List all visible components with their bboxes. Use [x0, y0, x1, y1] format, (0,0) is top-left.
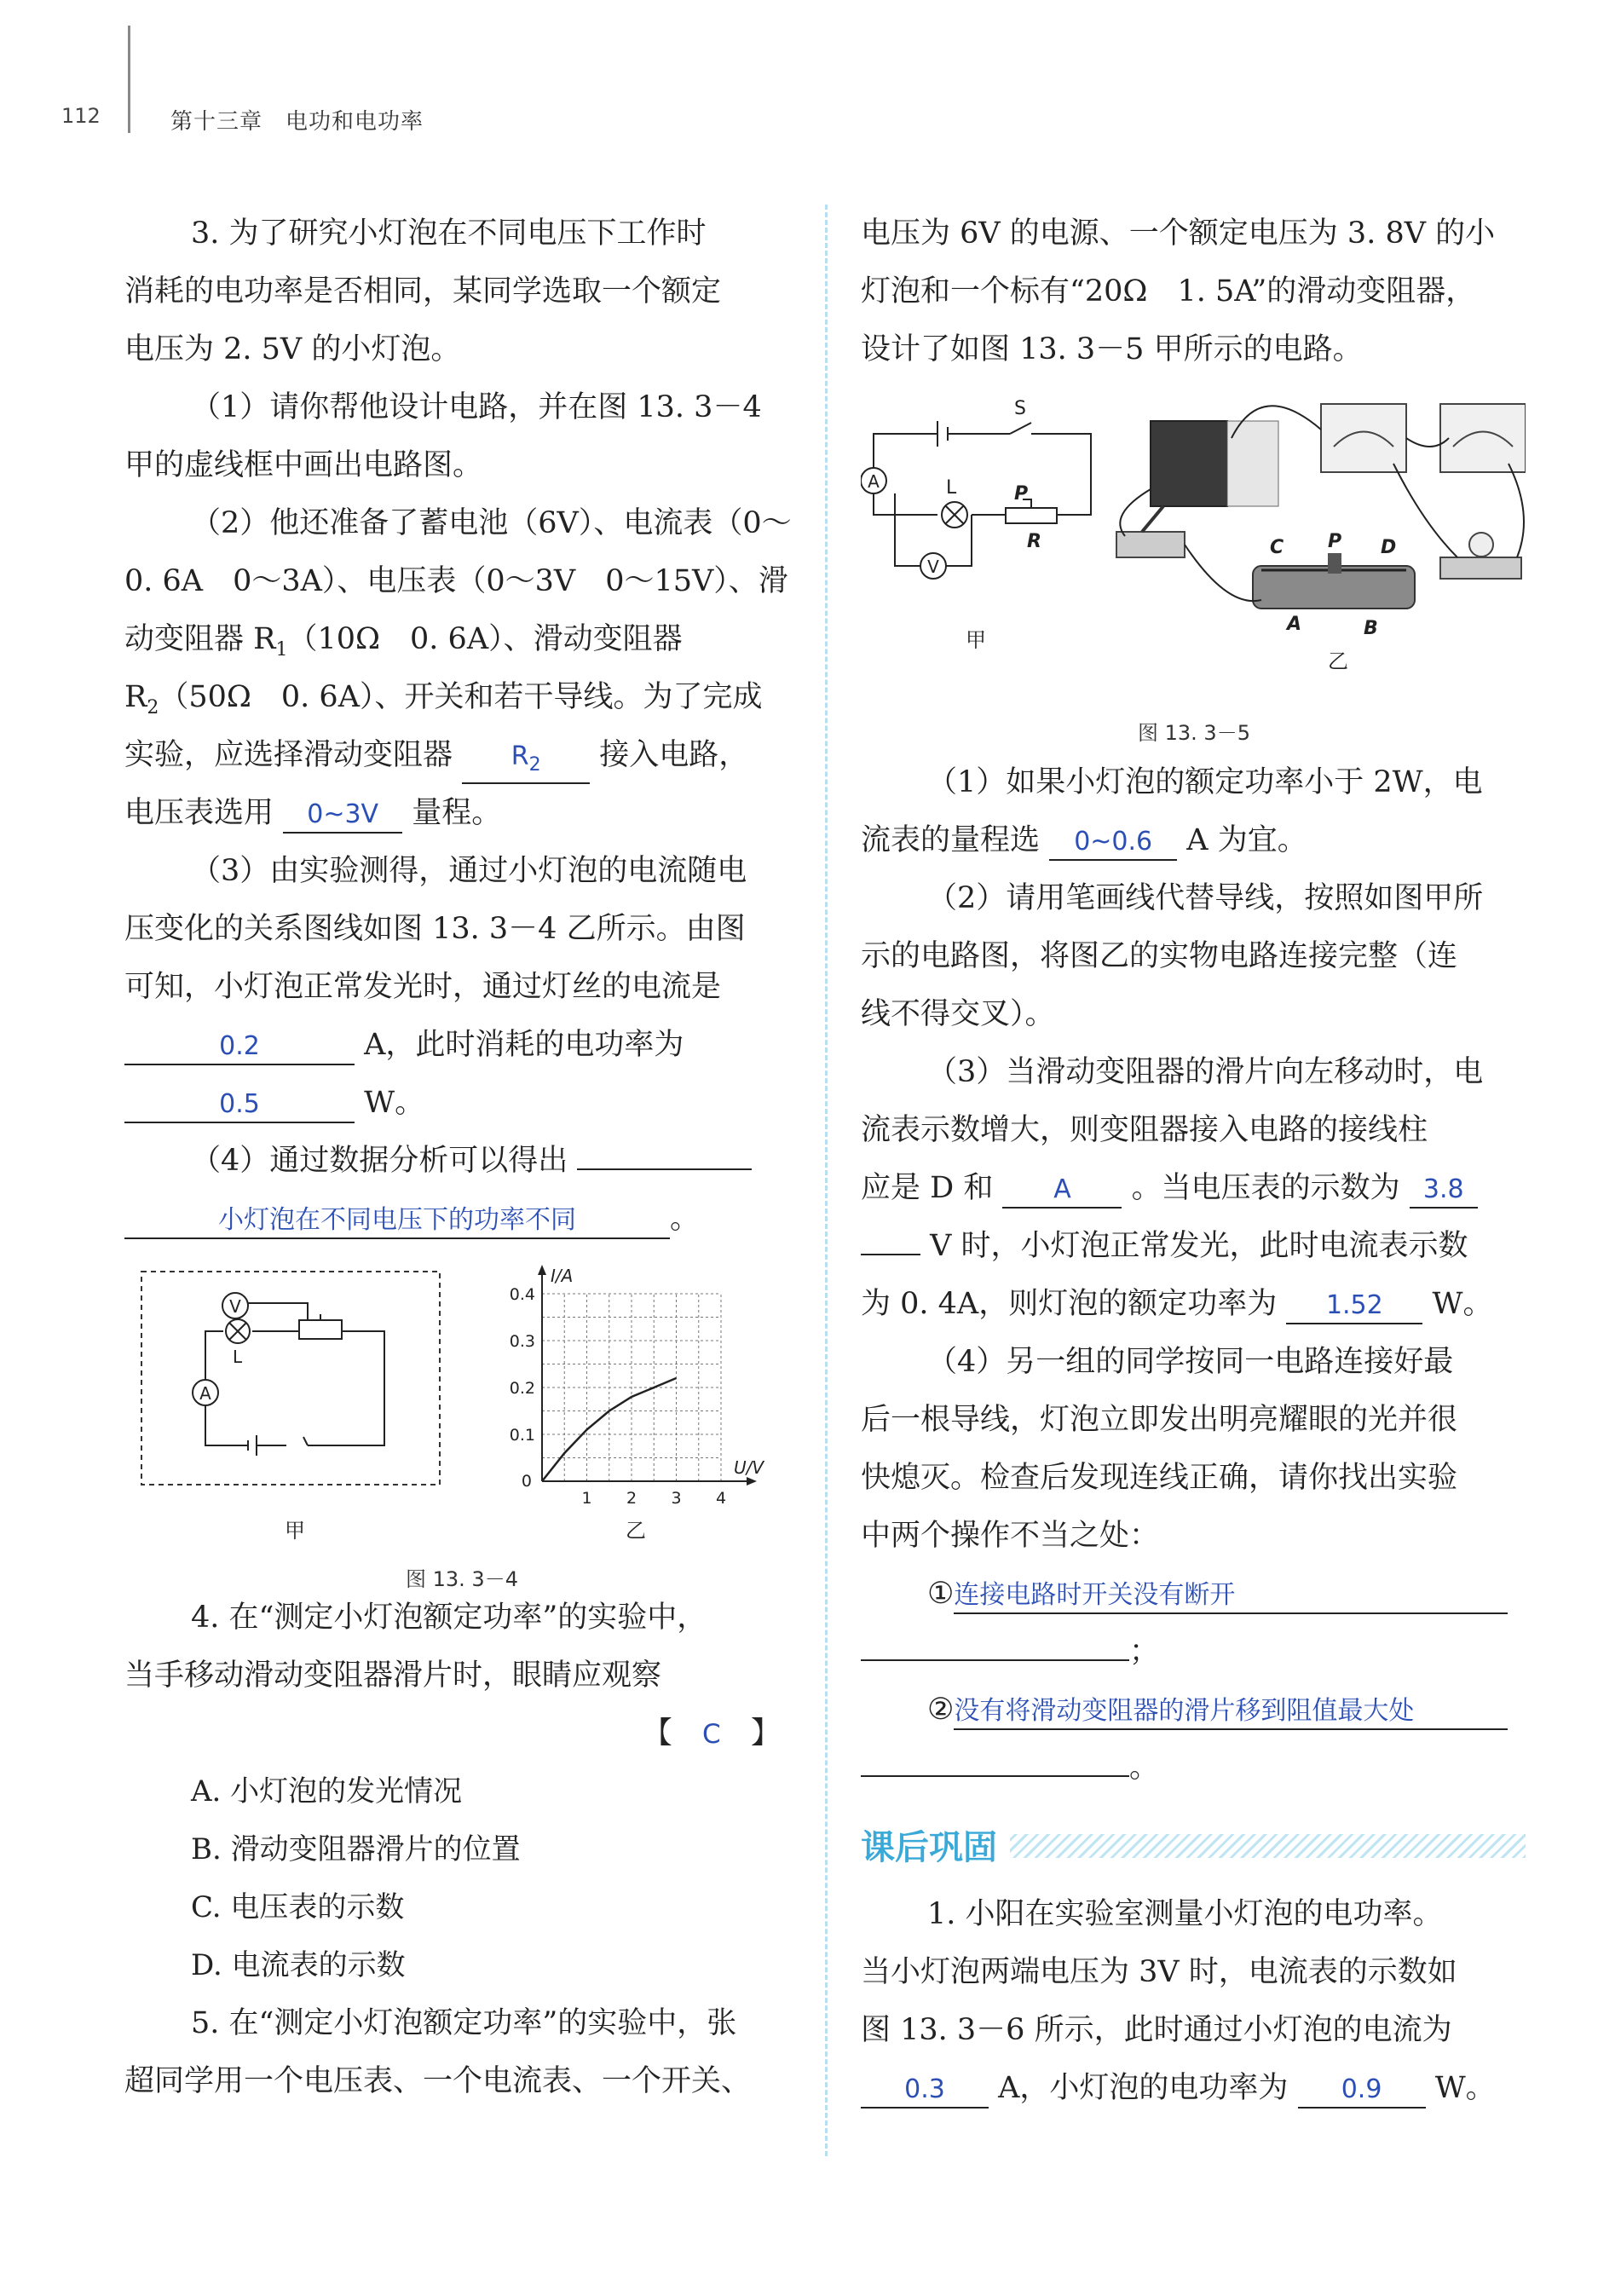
r-p3-text-2: 。当电压表的示数为 — [1131, 1171, 1400, 1205]
q3-p1-line-2: 甲的虚线框中画出电路图。 — [124, 448, 483, 482]
q3-p2-line-4 — [124, 668, 789, 726]
error-1-marker: ① — [927, 1577, 955, 1611]
q3-p2-text: 实验，应选择滑动变阻器 — [124, 738, 453, 772]
answer-blank-range[interactable]: 0~0.6 — [1049, 825, 1177, 861]
q3-p4-text: （4）通过数据分析可以得出 — [191, 1144, 568, 1178]
figure-label-yi-2: 乙 — [1328, 649, 1348, 673]
q5-line-2: 超同学用一个电压表、一个电流表、一个开关、 — [124, 2064, 752, 2098]
voltmeter-device-icon — [1321, 404, 1406, 472]
q3-p4-period: 。 — [670, 1202, 701, 1236]
r-p3-line-1: （3）当滑动变阻器的滑片向左移动时，电 — [927, 1055, 1484, 1089]
x-axis-arrow — [747, 1477, 757, 1485]
ammeter-symbol-label: A — [868, 471, 880, 492]
q5-line-1: 5. 在“测定小灯泡额定功率”的实验中，张 — [191, 2006, 737, 2040]
q3-p3-line-2: 压变化的关系图线如图 13. 3－4 乙所示。由图 — [124, 912, 746, 946]
q3-line-2: 消耗的电功率是否相同，某同学选取一个额定 — [124, 274, 722, 309]
r-p3-line-2: 流表示数增大，则变阻器接入电路的接线柱 — [861, 1113, 1428, 1147]
q3-p3-line-3: 可知，小灯泡正常发光时，通过灯丝的电流是 — [124, 970, 722, 1004]
q3-p4-line-2 — [124, 1190, 789, 1248]
q4-line-1: 4. 在“测定小灯泡额定功率”的实验中， — [191, 1601, 707, 1635]
error-1-line — [861, 1565, 1526, 1623]
q3-p3-line-4 — [124, 1016, 789, 1074]
y-tick-label: 0.4 — [509, 1285, 535, 1304]
answer-rheostat: R — [511, 741, 529, 771]
ammeter-label: A — [199, 1383, 211, 1404]
terminal-c-label: C — [1270, 537, 1284, 558]
q4-option-c[interactable]: C. 电压表的示数 — [191, 1890, 405, 1924]
figure-13-3-4 — [124, 1256, 789, 1591]
answer-blank-error-2[interactable]: 没有将滑动变阻器的滑片移到阻值最大处 — [954, 1694, 1508, 1730]
answer-blank-conclusion-lead[interactable] — [577, 1168, 752, 1170]
section-heading-homework — [861, 1812, 1526, 1880]
q3-p2-r2-label: R — [124, 680, 147, 714]
q3-p4-line-1 — [124, 1132, 789, 1190]
r-p4-line-2: 后一根导线，灯泡立即发出明亮耀眼的光并很 — [861, 1403, 1458, 1437]
figure-13-3-5-drawing — [861, 387, 1526, 745]
answer-blank-conclusion[interactable]: 小灯泡在不同电压下的功率不同 — [124, 1203, 670, 1239]
y-tick-label: 0.3 — [509, 1332, 535, 1351]
q3-p2-line-5 — [124, 726, 789, 784]
answer-blank-voltmeter[interactable]: 0~3V — [283, 798, 402, 834]
answer-blank-terminal[interactable]: A — [1002, 1173, 1122, 1209]
q4-line-2: 当手移动滑动变阻器滑片时，眼睛应观察 — [124, 1659, 662, 1693]
error-2-line — [861, 1681, 1526, 1739]
answer-blank-error-1[interactable]: 连接电路时开关没有断开 — [954, 1578, 1508, 1614]
column-divider — [825, 205, 828, 2156]
q3-p2-r2-subscript: 2 — [147, 697, 159, 718]
switch-device-icon — [1116, 532, 1185, 557]
answer-blank-error-1-cont[interactable] — [861, 1659, 1129, 1661]
terminal-b-label: B — [1364, 618, 1378, 639]
r-p3-text-5: W。 — [1432, 1287, 1493, 1321]
origin-label: 0 — [521, 1472, 532, 1491]
error-1-end: ； — [1129, 1635, 1160, 1669]
r-p1-text-2: A 为宜。 — [1186, 823, 1307, 857]
lamp-holder-icon — [1440, 557, 1521, 579]
answer-blank-hw-current[interactable]: 0.3 — [861, 2073, 989, 2109]
r-p2-line-1: （2）请用笔画线代替导线，按照如图甲所 — [927, 881, 1484, 915]
figure-label-yi: 乙 — [626, 1519, 646, 1543]
q3-p3-text: A，此时消耗的电功率为 — [364, 1028, 684, 1062]
graph-grid — [542, 1294, 721, 1481]
bracket-close: 】 — [750, 1716, 781, 1751]
hw1-line-4 — [861, 2059, 1526, 2117]
answer-blank-current[interactable]: 0.2 — [124, 1030, 355, 1065]
circuit-schematic-jia — [874, 421, 1091, 566]
header-rule — [128, 26, 130, 133]
physical-circuit-yi — [1116, 404, 1526, 639]
q3-p2-text-2: 接入电路， — [599, 738, 749, 772]
chapter-title: 第十三章 电功和电功率 — [170, 109, 424, 135]
q3-p2-line-3 — [124, 610, 789, 668]
iu-graph — [510, 1265, 765, 1508]
x-tick-label: 3 — [671, 1489, 682, 1508]
r-p3-text-3: V 时，小灯泡正常发光，此时电流表示数 — [930, 1229, 1468, 1263]
answer-blank-hw-power[interactable]: 0.9 — [1298, 2073, 1426, 2109]
section-title: 课后巩固 — [861, 1828, 997, 1867]
terminal-a-label: A — [1287, 614, 1302, 635]
hw1-line-3: 图 13. 3－6 所示，此时通过小灯泡的电流为 — [861, 2013, 1452, 2047]
r-p1-line-2 — [861, 811, 1526, 869]
hw1-text-2: W。 — [1434, 2071, 1496, 2105]
terminal-d-label: D — [1381, 537, 1397, 558]
q4-option-a[interactable]: A. 小灯泡的发光情况 — [191, 1774, 463, 1809]
y-tick-label: 0.1 — [509, 1426, 535, 1445]
voltmeter-label: V — [229, 1296, 241, 1317]
q3-p2-line-2: 0. 6A 0～3A）、电压表（0～3V 0～15V）、滑 — [124, 564, 788, 598]
x-axis-label: U/V — [734, 1457, 764, 1478]
q3-p2-r2-spec: （50Ω 0. 6A）、开关和若干导线。为了完成 — [159, 680, 763, 714]
section-heading-hatch — [1010, 1834, 1526, 1858]
x-tick-label: 2 — [626, 1489, 637, 1508]
q5-cont-line-1: 电压为 6V 的电源、一个额定电压为 3. 8V 的小 — [861, 216, 1496, 251]
x-tick-label: 1 — [581, 1489, 592, 1508]
q3-p3-line-5 — [124, 1074, 789, 1132]
q3-p2-r1-subscript: 1 — [275, 639, 288, 661]
r-p3-line-3 — [861, 1159, 1526, 1217]
figure-label-jia: 甲 — [285, 1519, 305, 1543]
resistor-label: R — [1027, 531, 1041, 552]
q3-p2-r1-spec: （10Ω 0. 6A）、滑动变阻器 — [287, 622, 683, 656]
answer-blank-rated-power[interactable]: 1.52 — [1286, 1289, 1422, 1324]
q5-cont-line-2: 灯泡和一个标有“20Ω 1. 5A”的滑动变阻器， — [861, 274, 1476, 309]
q3-p2-r1-label: 动变阻器 R — [124, 622, 276, 656]
page-number: 112 — [61, 104, 101, 128]
switch-label: S — [1014, 398, 1026, 419]
left-column — [124, 205, 792, 2110]
lamp-symbol-label: L — [946, 477, 957, 499]
r-p1-text: 流表的量程选 — [861, 823, 1041, 857]
r-p3-text-4: 为 0. 4A，则灯泡的额定功率为 — [861, 1287, 1278, 1321]
figure-13-3-4-drawing — [124, 1256, 789, 1572]
error-1-line-2 — [861, 1623, 1526, 1681]
y-tick-label: 0.2 — [509, 1379, 535, 1398]
r-p1-line-1: （1）如果小灯泡的额定功率小于 2W，电 — [927, 765, 1483, 799]
error-2-end: 。 — [1129, 1751, 1160, 1785]
hw1-line-2: 当小灯泡两端电压为 3V 时，电流表的示数如 — [861, 1955, 1457, 1989]
y-axis-label: I/A — [551, 1266, 574, 1286]
q3-p3-text-2: W。 — [364, 1086, 425, 1120]
r-p2-line-3: 线不得交叉）。 — [861, 997, 1055, 1031]
answer-blank-voltage[interactable]: 3.8 — [1410, 1173, 1478, 1209]
bulb-icon — [1469, 533, 1493, 557]
q4-answer-bracket — [124, 1705, 789, 1762]
error-2-line-2 — [861, 1739, 1526, 1797]
r-p3-line-5 — [861, 1275, 1526, 1333]
r-p3-text: 应是 D 和 — [861, 1171, 994, 1205]
battery-icon — [1151, 421, 1227, 506]
q4-option-d[interactable]: D. 电流表的示数 — [191, 1948, 406, 1982]
q4-answer[interactable]: C — [702, 1719, 721, 1750]
q3-line-3: 电压为 2. 5V 的小灯泡。 — [124, 332, 461, 366]
y-axis-arrow — [538, 1265, 546, 1275]
r-p4-line-3: 快熄灭。检查后发现连线正确，请你找出实验 — [861, 1461, 1458, 1495]
answer-blank-rheostat[interactable] — [462, 740, 590, 784]
q4-option-b[interactable]: B. 滑动变阻器滑片的位置 — [191, 1832, 521, 1866]
q3-p3-line-1: （3）由实验测得，通过小灯泡的电流随电 — [191, 854, 747, 888]
q3-line-1: 3. 为了研究小灯泡在不同电压下工作时 — [191, 216, 707, 251]
slider-label: P — [1014, 483, 1029, 505]
answer-blank-error-2-cont[interactable] — [861, 1775, 1129, 1777]
figure-label-jia-2: 甲 — [966, 628, 986, 652]
r-p4-line-4: 中两个操作不当之处： — [861, 1519, 1160, 1553]
q3-p2-line-1: （2）他还准备了蓄电池（6V）、电流表（0～ — [191, 506, 792, 540]
q5-cont-line-3: 设计了如图 13. 3－5 甲所示的电路。 — [861, 332, 1363, 366]
terminal-p-label: P — [1328, 531, 1342, 552]
right-column — [861, 205, 1526, 2117]
q3-p2-line-6 — [124, 784, 789, 842]
figure-13-3-4-caption: 图 13. 3－4 — [406, 1567, 518, 1591]
answer-blank-voltage-cont[interactable] — [861, 1254, 920, 1255]
hw1-line-1: 1. 小阳在实验室测量小灯泡的电功率。 — [927, 1897, 1443, 1931]
r-p4-line-1: （4）另一组的同学按同一电路连接好最 — [927, 1345, 1454, 1379]
r-p2-line-2: 示的电路图，将图乙的实物电路连接完整（连 — [861, 939, 1458, 973]
voltmeter-symbol-label: V — [927, 557, 939, 577]
answer-blank-power[interactable]: 0.5 — [124, 1087, 355, 1123]
bracket-open: 【 — [642, 1716, 672, 1751]
answer-rheostat-subscript: 2 — [528, 754, 541, 776]
q3-p1-line-1: （1）请你帮他设计电路，并在图 13. 3－4 — [191, 390, 762, 424]
r-p3-line-4 — [861, 1217, 1526, 1275]
x-tick-label: 4 — [715, 1489, 727, 1508]
figure-13-3-5-caption: 图 13. 3－5 — [1138, 721, 1250, 745]
q3-p2-text-4: 量程。 — [412, 796, 502, 830]
error-2-marker: ② — [927, 1693, 955, 1727]
q3-p2-text-3: 电压表选用 — [124, 796, 274, 830]
ammeter-device-icon — [1440, 404, 1526, 472]
hw1-text: A，小灯泡的电功率为 — [998, 2071, 1289, 2105]
lamp-label: L — [233, 1347, 243, 1367]
figure-13-3-5 — [861, 387, 1526, 745]
